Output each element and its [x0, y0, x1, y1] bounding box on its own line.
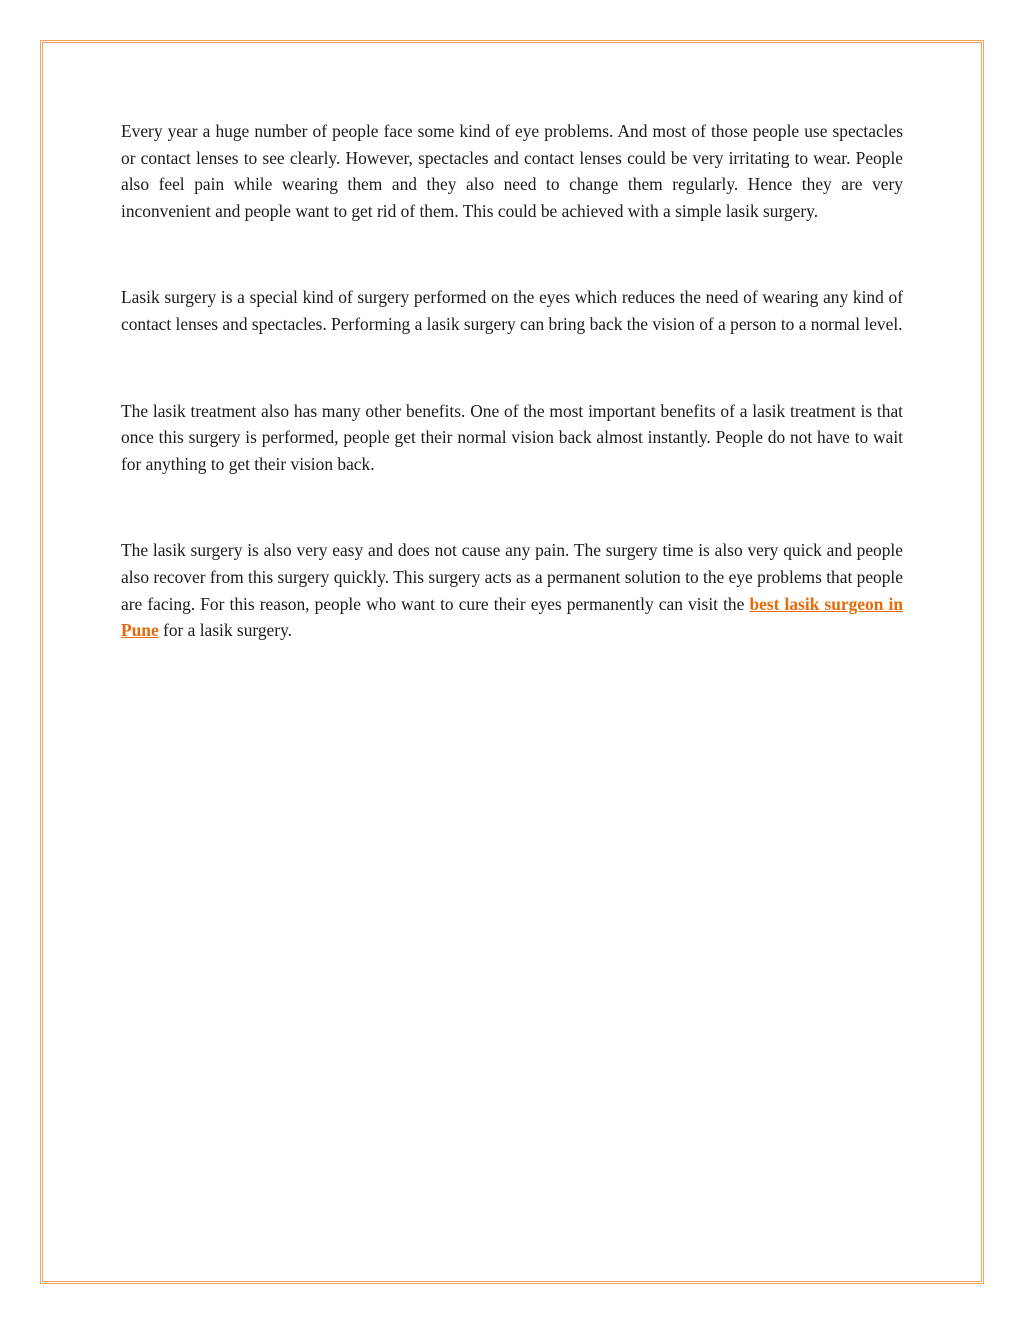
lasik-surgeon-link[interactable]: best lasik surgeon in Pune — [121, 593, 904, 641]
paragraph-3: The lasik treatment also has many other benefits. One of the most important benefits of a lasik treatment is that once this surgery is performed, people get their normal vision back almost instantly. People do not have to wait for anything to get their vision back. — [121, 400, 903, 474]
paragraph-1: Every year a huge number of people face some kind of eye problems. And most of those people use spectacles or contact lenses to see clearly. However, spectacles and contact lenses could be very irritating to wear. People also feel pain while wearing them and they also need to change them regularly. Hence they are very inconvenient and people want to get rid of them. This could be achieved with a simple lasik surgery. — [121, 121, 903, 221]
paragraph-4-text-before: The lasik surgery is also very easy and does not cause any pain. The surgery time is also very quick and people also recover from this surgery quickly. This surgery acts as a permanent solution to the eye problems that people are facing. For this reason, people who want to cure their eyes permanently can visit the — [121, 540, 903, 614]
paragraph-2: Lasik surgery is a special kind of surgery performed on the eyes which reduces the need of wearing any kind of contact lenses and spectacles. Performing a lasik surgery can bring back the vision of a person to a normal level. — [121, 287, 903, 334]
paragraph-4-text-after: for a lasik surgery. — [158, 620, 292, 641]
document-body — [121, 118, 903, 704]
paragraph-4 — [121, 537, 903, 643]
